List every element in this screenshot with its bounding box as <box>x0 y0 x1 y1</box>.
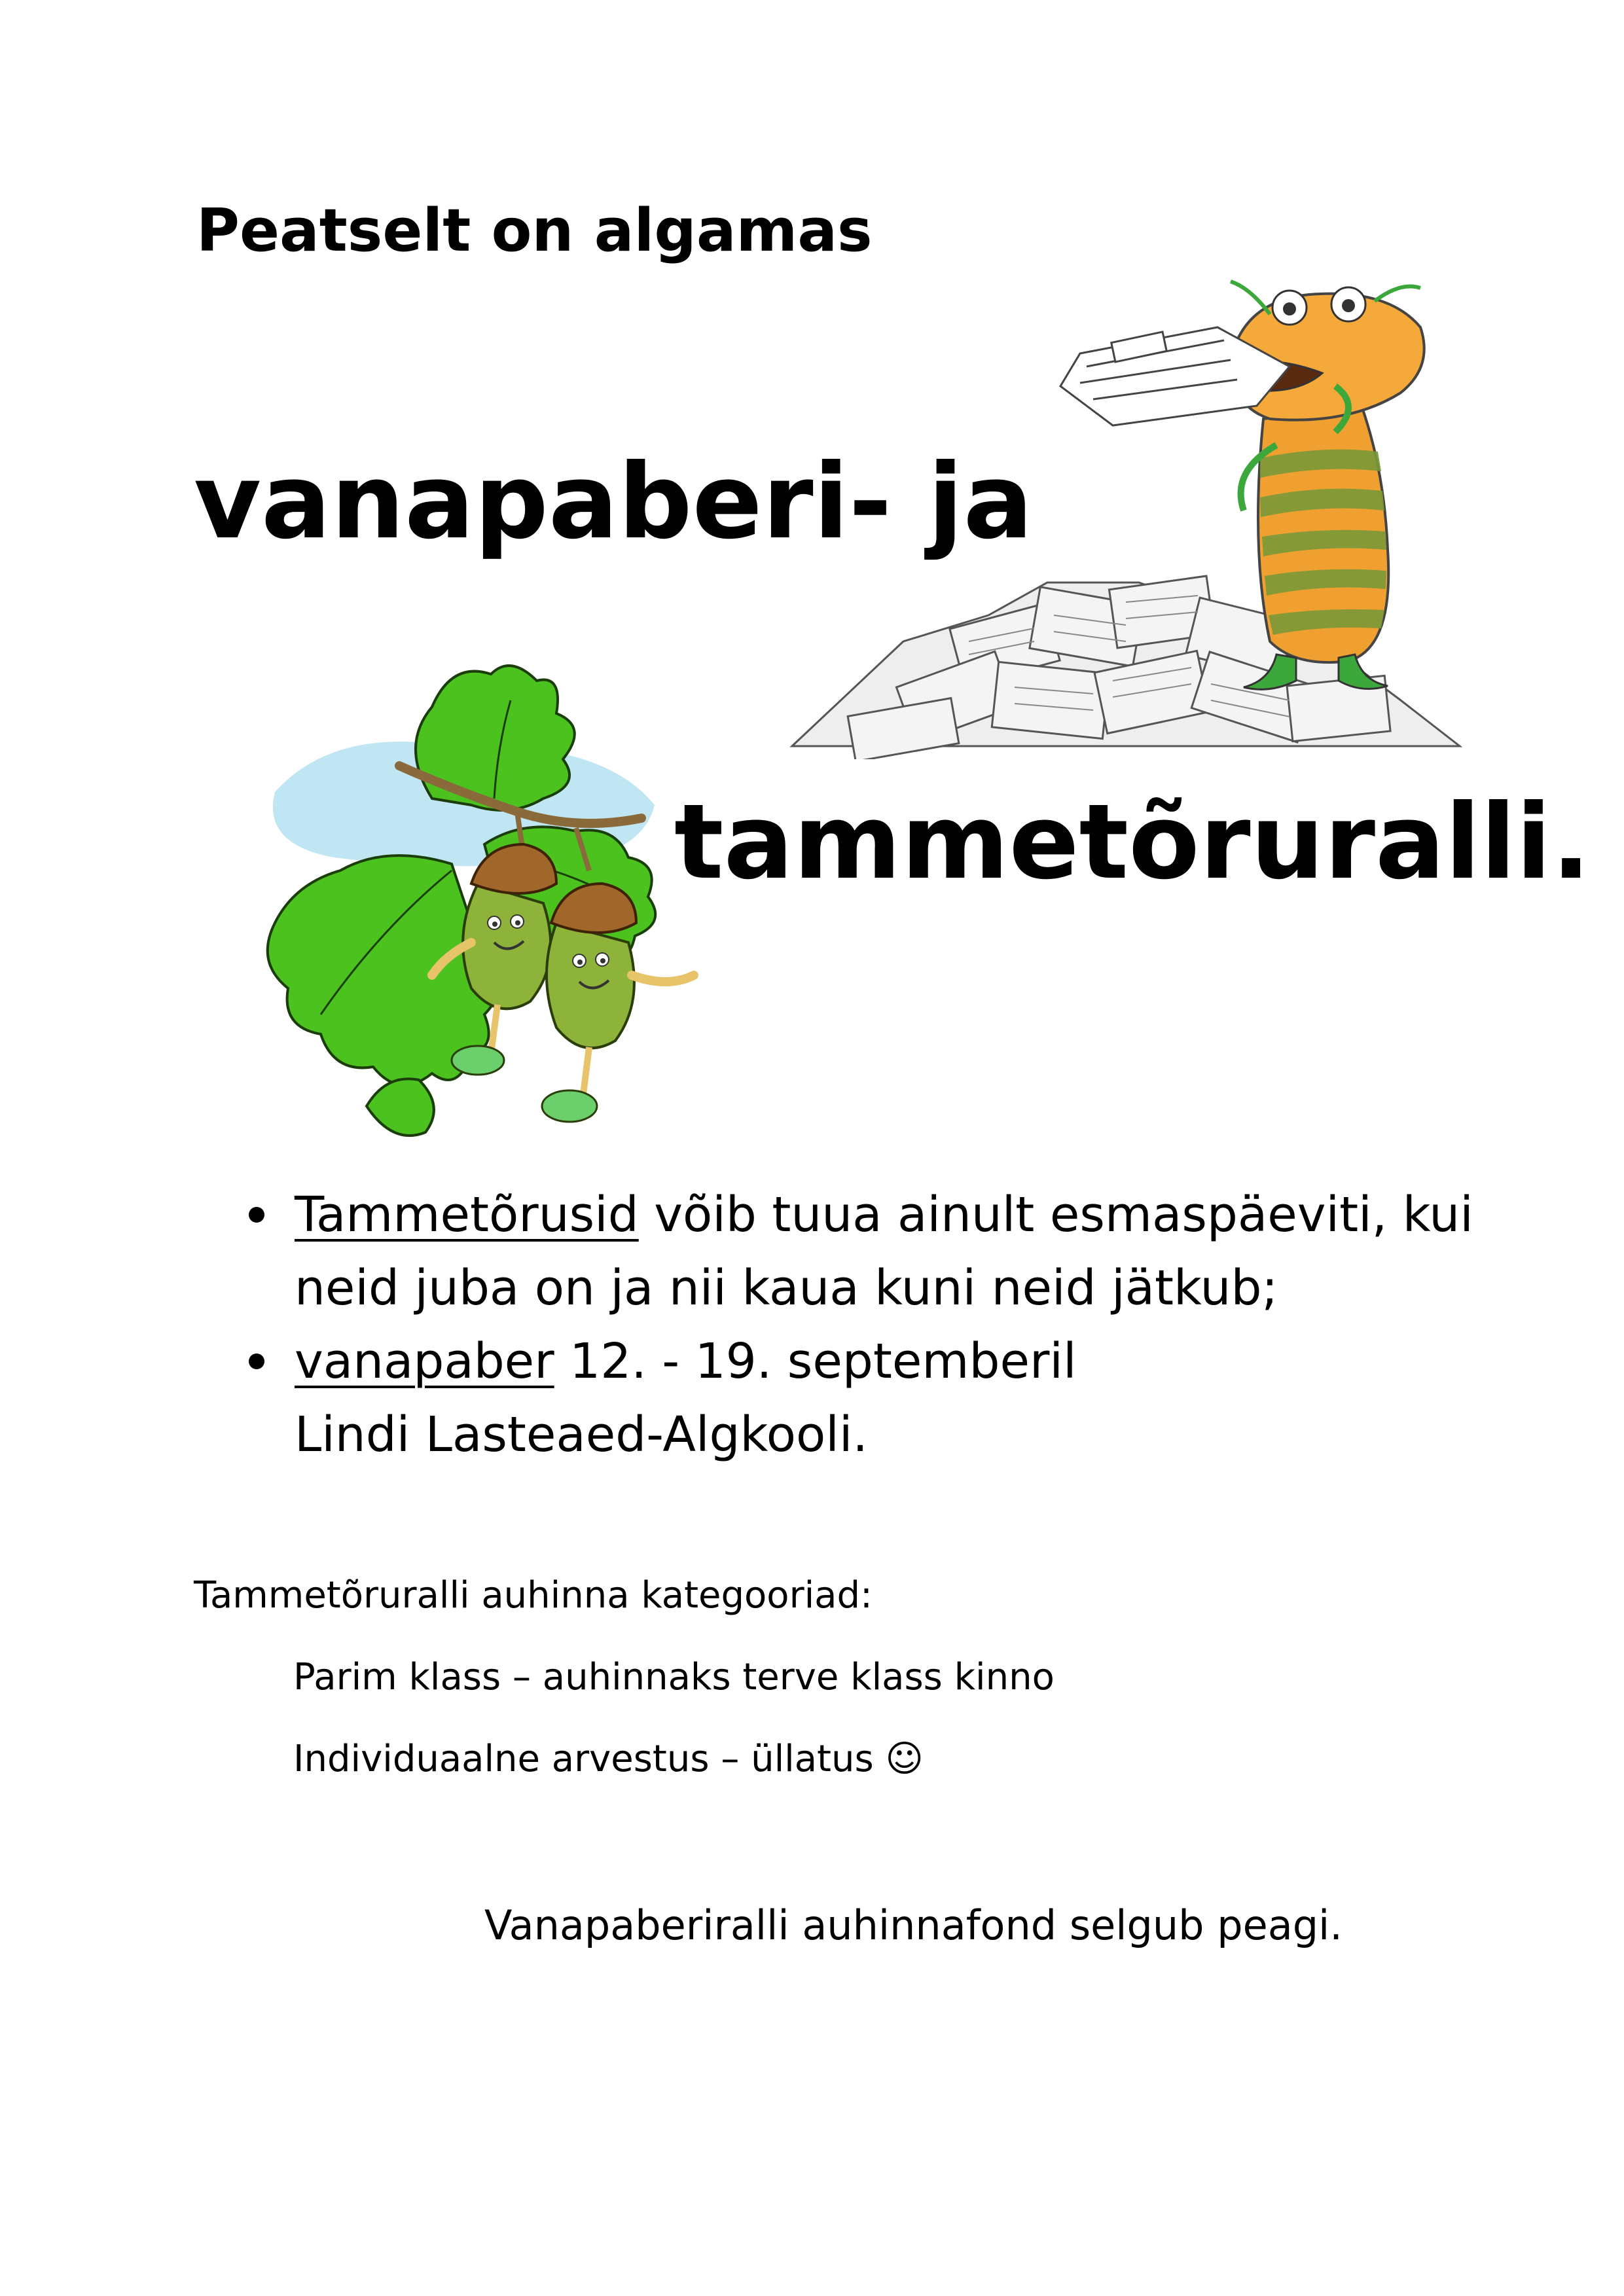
bullet-acorns-text-line2: neid juba on ja nii kaua kuni neid jätkub; <box>295 1260 1278 1316</box>
bullet-acorns-keyword: Tammetõrusid <box>295 1187 639 1243</box>
bullet-paper-keyword: vanapaber <box>295 1333 554 1390</box>
oak-acorns-illustration <box>236 648 733 1145</box>
prize-category-individual: Individuaalne arvestus – üllatus ☺ <box>293 1738 924 1780</box>
subtitle: Peatselt on algamas <box>196 196 873 265</box>
title-line-2: tammetõruralli. <box>674 782 1591 903</box>
bullet-paper <box>249 1325 1558 1471</box>
prize-categories-heading: Tammetõruralli auhinna kategooriad: <box>194 1574 873 1617</box>
prize-category-best-class: Parim klass – auhinnaks terve klass kinno <box>293 1656 1055 1698</box>
title-line-1: vanapaberi- ja <box>194 442 1034 562</box>
bullet-acorns-text: võib tuua ainult esmaspäeviti, kui <box>638 1187 1473 1243</box>
info-bullets <box>249 1178 1558 1471</box>
footer-note: Vanapaberiralli auhinnafond selgub peagi. <box>484 1901 1343 1949</box>
bullet-paper-text-line2: Lindi Lasteaed-Algkooli. <box>295 1407 868 1463</box>
acorn-right <box>542 884 694 1122</box>
bullet-paper-text: 12. - 19. septemberil <box>554 1333 1077 1390</box>
paper-monster-illustration <box>772 275 1584 759</box>
bullet-acorns <box>249 1178 1558 1325</box>
